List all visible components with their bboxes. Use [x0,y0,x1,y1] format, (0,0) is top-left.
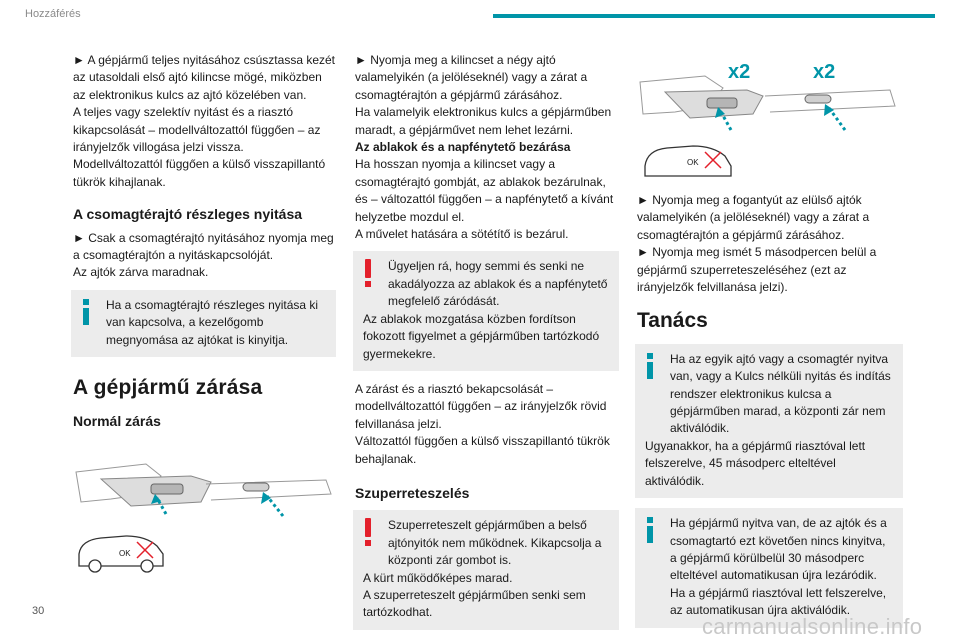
watermark: carmanualsonline.info [702,614,923,639]
paragraph: Az ajtók zárva maradnak. [73,265,209,280]
paragraph: ► Nyomja meg a kilincset a négy ajtó valamelyikén (a jelöléseknél) vagy a zárat a csomagtérajtón a gépjármű zárásához. [355,53,588,102]
paragraph: Ha hosszan nyomja a kilincset vagy a csomagtérajtó gombját, az ablakok bezárulnak, és – változattól függően – a napfénytető a kívánt helyzetbe mozdul el. [355,157,614,224]
info-icon [83,299,89,325]
running-header: Hozzáférés [25,8,81,20]
bold-subheading-windows: Az ablakok és a napfénytető bezárása [355,140,571,155]
info-note [635,344,903,498]
note-text: A kürt működőképes marad. [363,570,513,585]
warning-icon [364,518,372,546]
note-text: A szuperreteszelt gépjárműben senki sem tartózkodhat. [363,587,586,620]
door-handle-illustration [71,454,336,584]
header-accent-bar [493,14,935,18]
info-icon [647,353,653,379]
repeat-x2-label: x2 [813,61,836,83]
paragraph: ► Nyomja meg a fogantyút az elülső ajtók valamelyikén (a jelöléseknél) vagy a zárat a csomagtérajtón a gépjármű zárásához. [637,193,870,242]
column-2 [355,52,619,640]
note-text: Ha a csomagtérajtó részleges nyitása ki van kapcsolva, a kezelőgomb megnyomása az ajtókat is kinyitja. [106,297,319,347]
info-icon [647,517,653,543]
info-note [71,290,336,357]
column-1 [73,52,336,584]
paragraph: ► Nyomja meg ismét 5 másodpercen belül a gépjármű szuperreteszeléséhez (ezt az irányjelzők felvillanása jelzi). [637,245,877,295]
warning-icon [364,259,372,287]
paragraph: A teljes vagy szelektív nyitást és a riasztó kikapcsolását – modellváltozattól függően – az irányjelzők villogása jelzi vissza. [73,105,321,155]
superlock-illustration [635,62,903,178]
door-handle-x2-icon [635,62,901,178]
page-number: 30 [32,605,45,617]
paragraph: ► Csak a csomagtérajtó nyitásához nyomja meg a csomagtérajtón a nyitáskapcsolóját. [73,230,334,263]
section-title-locking: A gépjármű zárása [73,376,263,400]
info-note [635,508,903,627]
warning-note [353,510,619,629]
note-text: Szuperreteszelt gépjárműben a belső ajtónyitók nem működnek. Kikapcsolja a központi zár gombot is. [388,518,602,568]
note-text: Ha gépjármű nyitva van, de az ajtók és a csomagtartó ezt követően nincs kinyitva, a gépjármű körülbelül 30 másodperc elteltével automatikusan újra lezáródik. Ha a gépjármű riasztóval lett felszerelve, az automatikusan újra aktiválódik. [670,516,887,618]
door-handle-icon [71,454,337,579]
car-ok-label: OK [687,158,699,167]
note-text: Ha az egyik ajtó vagy a csomagtér nyitva van, vagy a Kulcs nélküli nyitás és indítás rendszer elektronikus kulcsa a gépjárműben marad, a központi zár nem aktiválódik. [670,351,891,436]
repeat-x2-label: x2 [728,61,751,83]
subheading-superlocking: Szuperreteszelés [355,484,470,501]
paragraph: Modellváltozattól függően a külső visszapillantó tükrök kihajlanak. [73,157,326,189]
note-text: Ügyeljen rá, hogy semmi és senki ne akadályozza az ablakok és a napfénytető megfelelő záródását. [388,259,608,309]
paragraph: Ha valamelyik elektronikus kulcs a gépjárműben maradt, a gépjárművet nem lehet lezárni. [355,105,612,137]
car-ok-label: OK [119,548,131,558]
subheading-partial-opening: A csomagtérajtó részleges nyitása [73,206,303,223]
paragraph: A zárást és a riasztó bekapcsolását – modellváltozattól függően – az irányjelzők rövid felvillanása jelzi. [355,381,607,431]
subheading-normal-locking: Normál zárás [73,412,161,429]
section-title-tips: Tanács [637,309,708,333]
warning-note [353,251,619,370]
paragraph: A művelet hatására a sötétítő is bezárul. [355,227,569,242]
note-text: Ugyanakkor, ha a gépjármű riasztóval lett felszerelve, 45 másodperc elteltével aktiválódik. [645,438,866,488]
column-3 [637,62,903,638]
note-text: Az ablakok mozgatása közben fordítson fokozott figyelmet a gépjárműben tartózkodó gyermekekre. [363,311,600,361]
paragraph: Változattól függően a külső visszapillantó tükrök behajlanak. [355,434,610,466]
paragraph: ► A gépjármű teljes nyitásához csúsztassa kezét az utasoldali első ajtó kilincse mögé, miközben az elektronikus kulcs az ajtó közelében van. [73,53,336,102]
